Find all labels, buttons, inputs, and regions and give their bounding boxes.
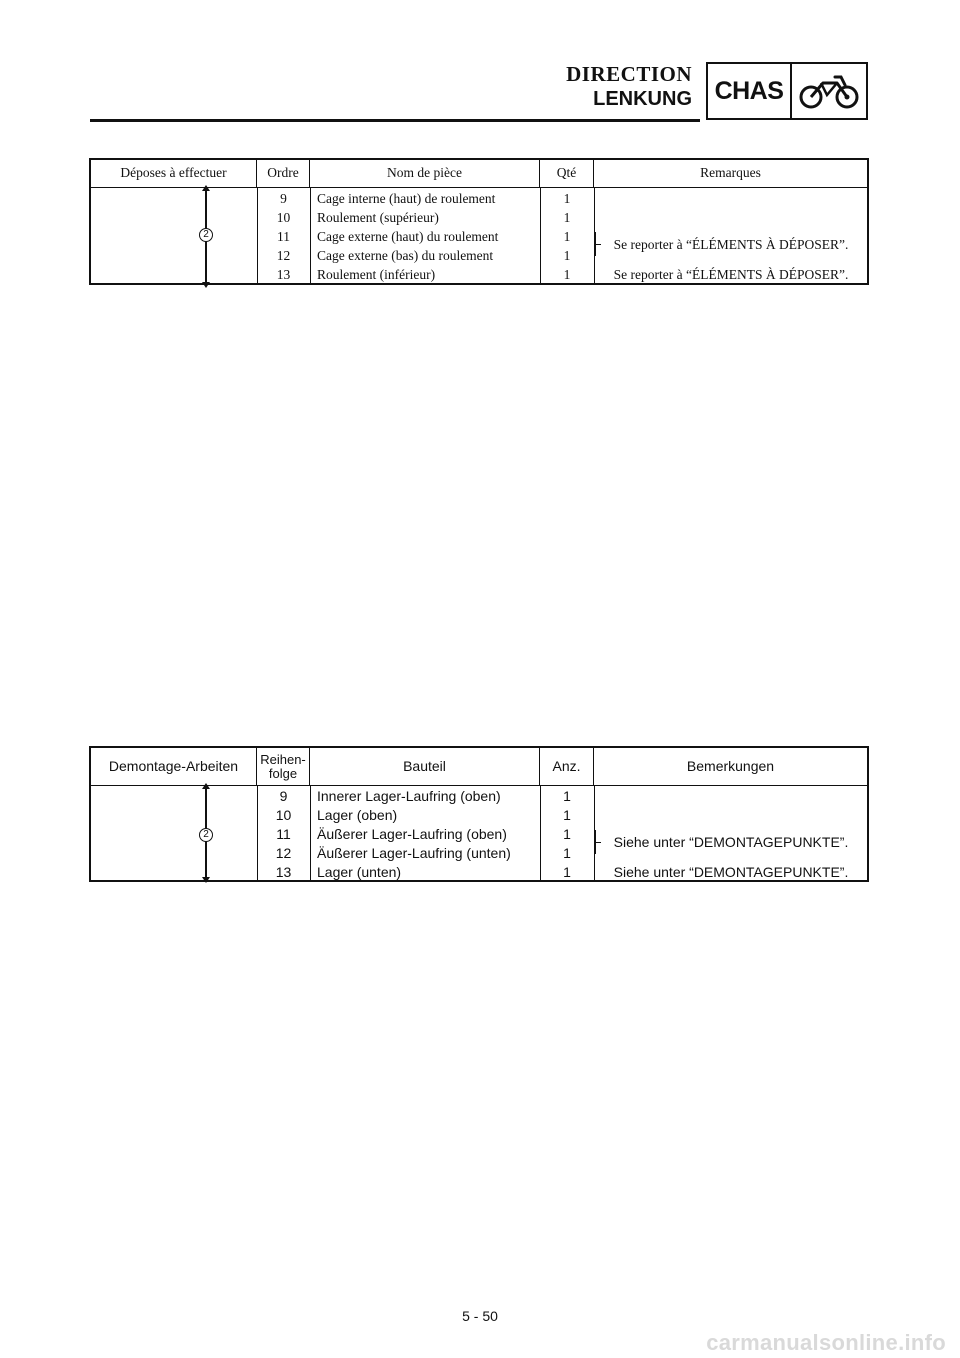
row-order: 11 (277, 229, 290, 244)
step-group-label: 2 (199, 228, 213, 242)
row-part-name: Lager (oben) (317, 807, 398, 823)
table-header (91, 748, 867, 786)
row-qty: 1 (563, 229, 571, 244)
row-qty: 1 (563, 248, 571, 263)
row-part-name: Äußerer Lager-Laufring (unten) (317, 845, 511, 861)
remark-last: Siehe unter “DEMONTAGEPUNKTE”. (613, 864, 849, 880)
row-order: 12 (276, 248, 291, 263)
motorcycle-icon (792, 64, 866, 118)
row-part-name: Cage interne (haut) de roulement (317, 191, 496, 206)
col-header-operations: Demontage-Arbeiten (91, 748, 257, 785)
col-header-remarks: Remarques (700, 165, 761, 181)
col-header-qty: Qté (540, 160, 594, 187)
row-qty: 1 (563, 267, 571, 282)
row-part-name: Roulement (supérieur) (317, 210, 439, 225)
header-rule (90, 119, 700, 122)
row-order: 12 (275, 845, 292, 861)
row-part-name: Cage externe (bas) du roulement (317, 248, 494, 263)
row-order: 13 (275, 864, 292, 880)
row-order: 11 (276, 826, 291, 842)
col-header-operations: Déposes à effectuer (91, 160, 257, 187)
remark-group: Se reporter à “ÉLÉMENTS À DÉPOSER”. (613, 237, 849, 252)
col-header-part-name: Nom de pièce (310, 160, 540, 187)
row-order: 9 (279, 788, 288, 804)
row-part-name: Cage externe (haut) du roulement (317, 229, 499, 244)
disassembly-table-fr (89, 158, 869, 285)
disassembly-table-de (89, 746, 869, 882)
col-header-order: Reihen- folge (257, 748, 310, 785)
row-qty: 1 (563, 807, 571, 823)
table-row (91, 787, 867, 806)
row-qty: 1 (563, 826, 571, 842)
step-group-label: 2 (199, 828, 213, 842)
remark-last: Se reporter à “ÉLÉMENTS À DÉPOSER”. (613, 267, 849, 282)
table-row (91, 189, 867, 208)
table-body (91, 188, 867, 283)
row-qty: 1 (563, 788, 571, 804)
section-label: CHAS (708, 64, 792, 118)
col-header-remarks: Bemerkungen (686, 758, 775, 775)
watermark: carmanualsonline.info (706, 1330, 946, 1355)
remark-group: Siehe unter “DEMONTAGEPUNKTE”. (613, 834, 849, 850)
row-part-name: Innerer Lager-Laufring (oben) (317, 788, 501, 804)
row-qty: 1 (563, 210, 571, 225)
col-header-qty: Anz. (540, 748, 594, 785)
page-title-fr: DIRECTION (566, 62, 692, 86)
table-row (91, 208, 867, 227)
row-qty: 1 (563, 845, 571, 861)
row-qty: 1 (563, 864, 571, 880)
row-qty: 1 (563, 191, 571, 206)
table-body (91, 786, 867, 880)
row-order: 13 (276, 267, 291, 282)
row-part-name: Lager (unten) (317, 864, 402, 880)
row-part-name: Roulement (inférieur) (317, 267, 436, 282)
row-order: 10 (275, 807, 292, 823)
row-order: 10 (276, 210, 291, 225)
col-header-order: Ordre (257, 160, 310, 187)
col-header-part-name: Bauteil (310, 748, 540, 785)
table-row (91, 806, 867, 825)
row-order: 9 (280, 191, 287, 206)
page-title-de: LENKUNG (593, 88, 692, 110)
section-badge (706, 62, 868, 120)
page-number: 5 - 50 (462, 1308, 498, 1324)
table-header (91, 160, 867, 188)
row-part-name: Äußerer Lager-Laufring (oben) (317, 826, 507, 842)
